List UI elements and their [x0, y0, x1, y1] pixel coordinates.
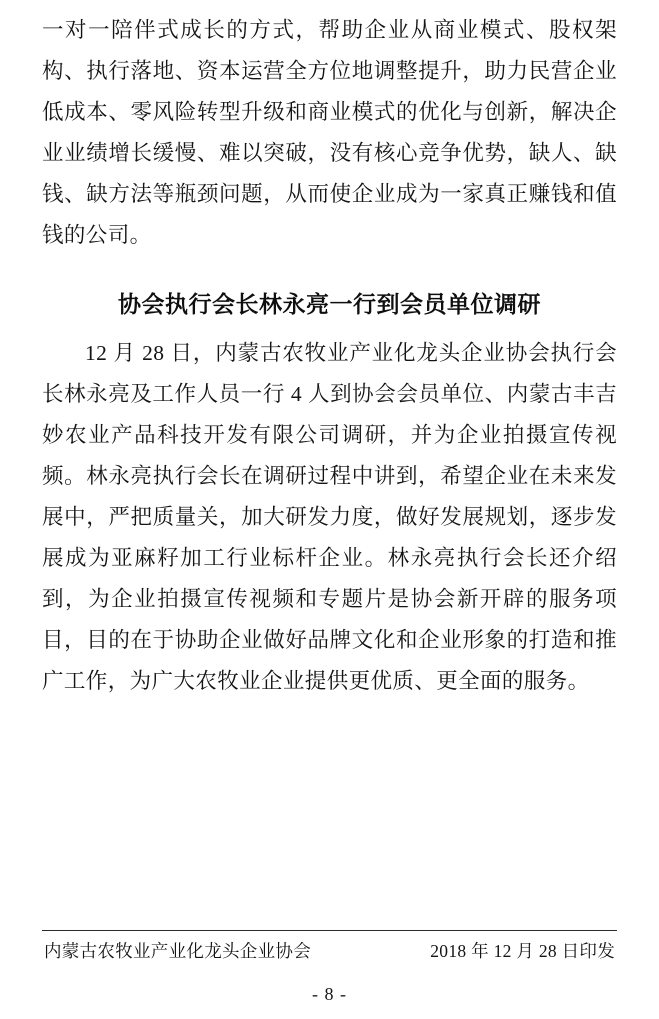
- footer-organization: 内蒙古农牧业产业化龙头企业协会: [44, 941, 311, 961]
- page-number: - 8 -: [312, 984, 347, 1004]
- continued-paragraph: 一对一陪伴式成长的方式，帮助企业从商业模式、股权架构、执行落地、资本运营全方位地调整提升，助力民营企业低成本、零风险转型升级和商业模式的优化与创新，解决企业业绩增长缓慢、难以突破，没有核心竞争优势，缺人、缺钱、缺方法等瓶颈问题，从而使企业成为一家真正赚钱和值钱的公司。: [42, 18, 617, 247]
- footer-row: [42, 938, 617, 963]
- footer-issue-date: 2018 年 12 月 28 日印发: [430, 941, 615, 961]
- footer-divider: [42, 930, 617, 931]
- section-heading: 协会执行会长林永亮一行到会员单位调研: [118, 292, 541, 317]
- article-paragraph: 12 月 28 日，内蒙古农牧业产业化龙头企业协会执行会长林永亮及工作人员一行 4 人到协会会员单位、内蒙古丰吉妙农业产品科技开发有限公司调研，并为企业拍摄宣传视频。林永亮执行会长在调研过程中讲到，希望企业在未来发展中，严把质量关，加大研发力度，做好发展规划，逐步发展成为亚麻籽加工行业标杆企业。林永亮执行会长还介绍到，为企业拍摄宣传视频和专题片是协会新开辟的服务项目，目的在于协助企业做好品牌文化和企业形象的打造和推广工作，为广大农牧业企业提供更优质、更全面的服务。: [42, 341, 617, 693]
- page-footer: [42, 930, 617, 963]
